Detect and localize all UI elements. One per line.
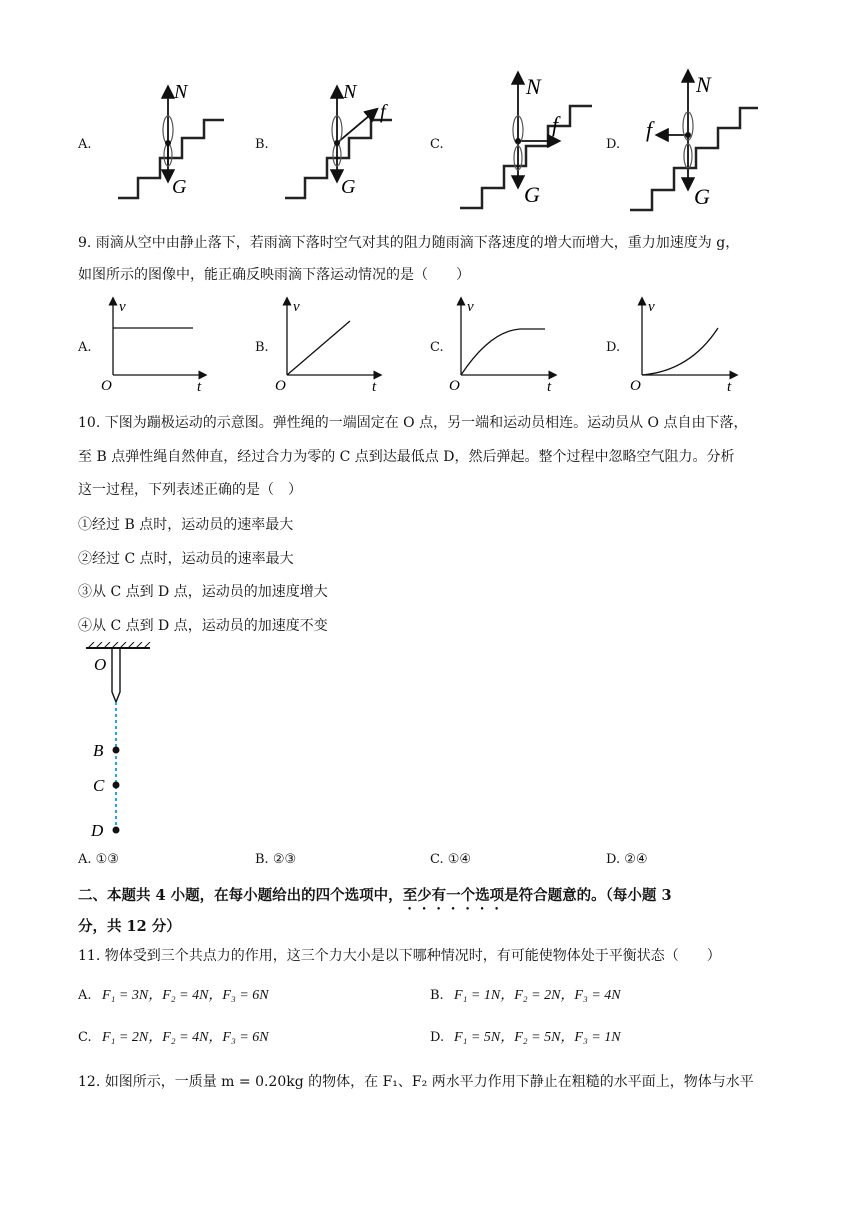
q10-text-line3: 这一过程，下列表述正确的是（ ） — [78, 482, 302, 498]
q9-graph-b — [275, 299, 380, 395]
svg-text:v: v — [119, 299, 126, 315]
svg-text:v: v — [293, 299, 300, 315]
q8-option-d-label: D. — [606, 137, 621, 152]
svg-text:G: G — [524, 182, 540, 207]
section2-heading-line1: 二、本题共 4 小题，在每小题给出的四个选项中，至少有一个选项是符合题意的。（每小题 3 — [78, 887, 672, 904]
svg-text:N: N — [526, 74, 541, 99]
q8-option-a-label: A. — [78, 137, 92, 152]
q11-option-b-formula: F₁ = 1N，F₂ = 2N，F₃ = 4N — [454, 988, 621, 1003]
q9-option-b-label: B. — [255, 340, 269, 355]
q8-a-g-label: G — [172, 176, 187, 198]
svg-text:v: v — [648, 299, 655, 315]
q8-diagram-d — [630, 72, 758, 210]
q8-diagram-a — [118, 81, 224, 198]
q11-option-c-formula: F₁ = 2N，F₂ = 4N，F₃ = 6N — [102, 1030, 269, 1045]
q10-option-d[interactable]: D. ②④ — [606, 852, 648, 867]
q9-graph-c — [449, 299, 555, 395]
q9-option-c-label: C. — [430, 340, 444, 355]
q11-option-d-formula: F₁ = 5N，F₂ = 5N，F₃ = 1N — [454, 1030, 621, 1045]
svg-text:f: f — [552, 112, 559, 137]
q10-point-c-label: C — [93, 776, 105, 795]
svg-text:t: t — [372, 379, 377, 395]
svg-text:v: v — [467, 299, 474, 315]
svg-text:O: O — [275, 378, 286, 394]
q8-diagram-c — [460, 74, 592, 208]
q12-text: 12. 如图所示，一质量 m = 0.20kg 的物体，在 F₁、F₂ 两水平力作用下静止在粗糙的水平面上，物体与水平 — [78, 1074, 754, 1090]
q8-diagram-b — [285, 81, 392, 198]
svg-text:t: t — [547, 379, 552, 395]
q10-statement-1: ①经过 B 点时，运动员的速率最大 — [78, 517, 294, 533]
svg-text:N: N — [343, 81, 357, 103]
svg-text:O: O — [449, 378, 460, 394]
q10-statement-4: ④从 C 点到 D 点，运动员的加速度不变 — [78, 618, 328, 634]
q8-option-b-label: B. — [255, 137, 269, 152]
q9-option-a-label: A. — [78, 340, 92, 355]
q9-graphs — [0, 295, 860, 395]
q9-option-d-label: D. — [606, 340, 621, 355]
q10-option-a[interactable]: A. ①③ — [78, 852, 119, 867]
q8-option-c-label: C. — [430, 137, 444, 152]
q10-point-b-label: B — [93, 741, 104, 760]
svg-text:f: f — [646, 117, 653, 142]
svg-text:G: G — [694, 184, 710, 209]
q10-text-line2: 至 B 点弹性绳自然伸直，经过合力为零的 C 点到达最低点 D，然后弹起。整个过程中忽略空气阻力。分析 — [78, 449, 735, 465]
q10-point-o-label: O — [94, 655, 107, 674]
q10-option-c[interactable]: C. ①④ — [430, 852, 472, 867]
svg-text:N: N — [696, 72, 711, 97]
q10-point-d-label: D — [91, 821, 104, 840]
q11-option-a-formula: F₁ = 3N，F₂ = 4N，F₃ = 6N — [102, 988, 269, 1003]
q10-statement-3: ③从 C 点到 D 点，运动员的加速度增大 — [78, 584, 328, 600]
q10-bungee-diagram — [80, 642, 170, 842]
q9-text-line2: 如图所示的图像中，能正确反映雨滴下落运动情况的是（ ） — [78, 267, 470, 283]
svg-text:t: t — [727, 379, 732, 395]
q8-diagrams — [0, 60, 860, 220]
svg-text:G: G — [341, 176, 356, 198]
svg-text:O: O — [630, 378, 641, 394]
svg-text:O: O — [101, 378, 112, 394]
q9-graph-a — [101, 299, 205, 395]
q10-option-b[interactable]: B. ②③ — [255, 852, 297, 867]
svg-text:t: t — [197, 379, 202, 395]
section2-emphasis: 至少有一个选项 — [402, 887, 505, 904]
q8-a-n-label: N — [174, 81, 188, 103]
svg-text:f: f — [380, 101, 386, 123]
q9-graph-d — [630, 299, 736, 395]
q10-statement-2: ②经过 C 点时，运动员的速率最大 — [78, 551, 294, 567]
q11-text: 11. 物体受到三个共点力的作用，这三个力大小是以下哪种情况时，有可能使物体处于平衡状态（ ） — [78, 948, 721, 964]
q10-text-line1: 10. 下图为蹦极运动的示意图。弹性绳的一端固定在 O 点，另一端和运动员相连。运动员从 O 点自由下落， — [78, 415, 748, 431]
section2-heading-line2: 分，共 12 分） — [78, 918, 181, 935]
q9-text-line1: 9. 雨滴从空中由静止落下，若雨滴下落时空气对其的阻力随雨滴下落速度的增大而增大，重力加速度为 g， — [78, 235, 740, 251]
